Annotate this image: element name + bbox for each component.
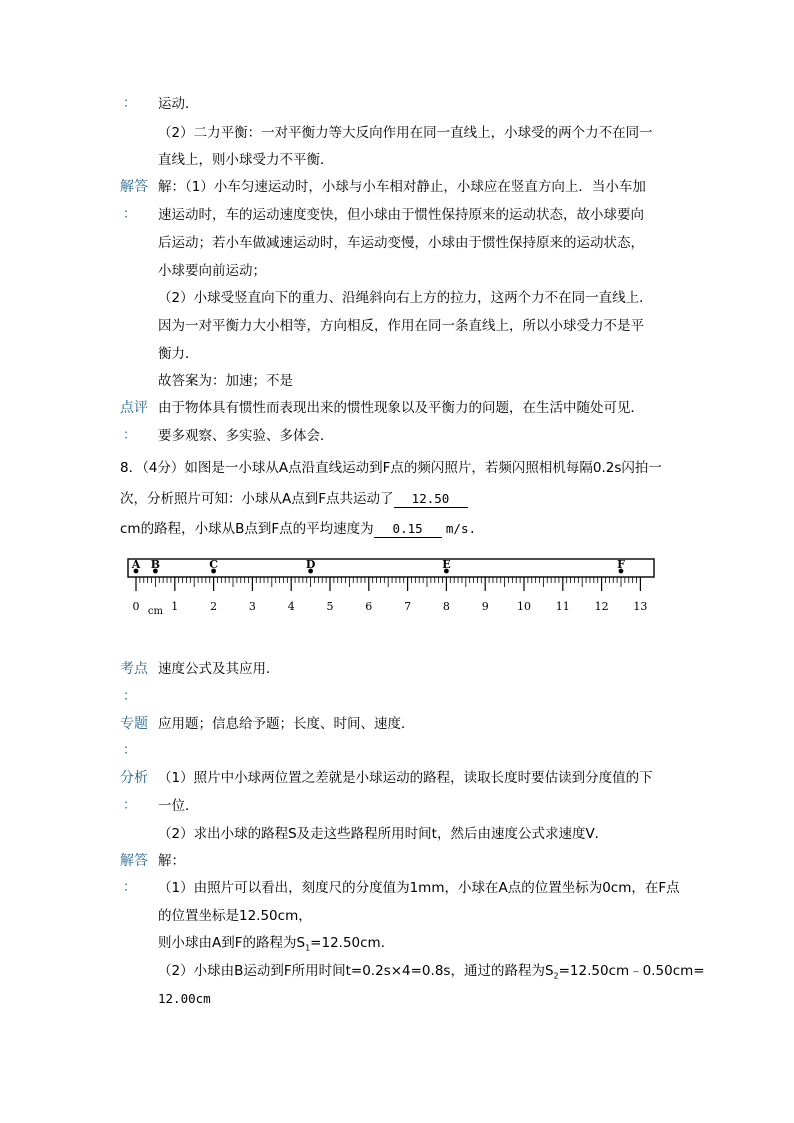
text-line: 直线上，则小球受力不平衡． [158,152,334,168]
question-8-line: 8．（4分）如图是一小球从A点沿直线运动到F点的频闪照片，若频闪照相机每隔0.2s闪拍一 [120,460,662,476]
text-segment: （2）小球由B运动到F所用时间t=0.2s×4=0.8s，通过的路程为S [158,963,554,979]
text-segment: 次，分析照片可知：小球从A点到F点共运动了 [120,491,394,507]
ball-position-label: B [150,558,161,571]
text-line: 因为一对平衡力大小相等，方向相反，作用在同一条直线上，所以小球受力不是平 [158,318,644,334]
text-line [158,963,705,979]
ruler-unit-label: cm [147,606,163,617]
ruler-tick-label: 3 [248,600,256,613]
ruler-tick-label: 12 [594,600,609,613]
ruler-tick-label: 9 [481,600,489,613]
text-line: （2）求出小球的路程S及走这些路程所用时间t，然后由速度公式求速度V． [158,826,609,842]
text-line [158,935,394,951]
ruler-figure [126,555,666,617]
text-line: 要多观察、多实验、多体会． [158,428,334,444]
text-segment: cm的路程，小球从B点到F点的平均速度为 [120,521,374,537]
text-line: 12.00cm [158,991,211,1006]
text-line: 运动． [158,96,199,112]
colon-mark: ： [123,689,137,704]
colon-mark: ： [123,798,137,813]
label-fenxi: 分析 [120,770,148,786]
text-line: （2）小球受竖直向下的重力、沿绳斜向右上方的拉力，这两个力不在同一直线上． [158,290,653,306]
ball-position-label: A [131,558,141,571]
ruler-tick-label: 2 [210,600,218,613]
ruler-tick-label: 8 [442,600,450,613]
subscript: 2 [553,971,559,981]
ball-position-label: C [209,558,218,571]
colon-mark: ： [123,96,137,111]
label-jieda: 解答 [120,853,148,869]
text-line: 速度公式及其应用． [158,661,280,677]
text-segment: =12.50cm﹣0.50cm= [558,963,705,979]
text-line: 由于物体具有惯性而表现出来的惯性现象以及平衡力的问题，在生活中随处可见． [158,400,644,416]
label-dianping: 点评 [120,400,148,416]
unit-text: m/s. [445,521,477,536]
text-segment: 则小球由A到F的路程为S [158,935,306,951]
text-line: 小球要向前运动； [158,263,266,279]
text-line: 故答案为：加速；不是 [158,373,293,389]
text-line: （2）二力平衡：一对平衡力等大反向作用在同一直线上，小球受的两个力不在同一 [158,125,653,141]
text-line: （1）由照片可以看出，刻度尺的分度值为1mm，小球在A点的位置坐标为0cm，在F点 [158,880,680,896]
label-zhuanti: 专题 [120,716,148,732]
ruler-tick-label: 7 [404,600,412,613]
ruler-tick-label: 6 [365,600,373,613]
ruler-tick-label: 5 [326,600,334,613]
ball-position-label: D [305,558,316,571]
colon-mark: ： [123,207,137,222]
text-line: 解：（1）小车匀速运动时，小球与小车相对静止，小球应在竖直方向上．当小车加 [158,179,646,195]
colon-mark: ： [123,743,137,758]
colon-mark: ： [123,428,137,443]
ruler-tick-label: 13 [633,600,648,613]
text-line: 后运动；若小车做减速运动时，车运动变慢，小球由于惯性保持原来的运动状态， [158,235,644,251]
text-line: 速运动时，车的运动速度变快，但小球由于惯性保持原来的运动状态，故小球要向 [158,207,644,223]
text-segment: =12.50cm． [310,935,395,951]
text-line: 解： [158,853,185,869]
text-line: 一位． [158,798,199,814]
ruler-tick-label: 4 [287,600,295,613]
question-8-line [120,521,476,538]
text-line: 应用题；信息给予题；长度、时间、速度． [158,716,415,732]
ball-position-label: F [617,558,625,571]
text-line: 衡力． [158,346,199,362]
subscript: 1 [305,943,311,953]
ruler-body [128,559,654,577]
text-line: （1）照片中小球两位置之差就是小球运动的路程，读取长度时要估读到分度值的下 [158,770,653,786]
answer-blank-speed: 0.15 [374,521,442,538]
colon-mark: ： [123,880,137,895]
ruler-tick-label: 0 [132,600,140,613]
label-kaodian: 考点 [120,661,148,677]
ball-position-label: E [442,558,451,571]
text-line: 的位置坐标是12.50cm， [158,908,312,924]
label-jieda: 解答 [120,179,148,195]
answer-blank-distance: 12.50 [394,491,468,508]
ruler-tick-label: 1 [171,600,179,613]
ruler-tick-label: 11 [555,600,570,613]
ruler-tick-label: 10 [517,600,531,613]
question-8-line [120,491,468,508]
